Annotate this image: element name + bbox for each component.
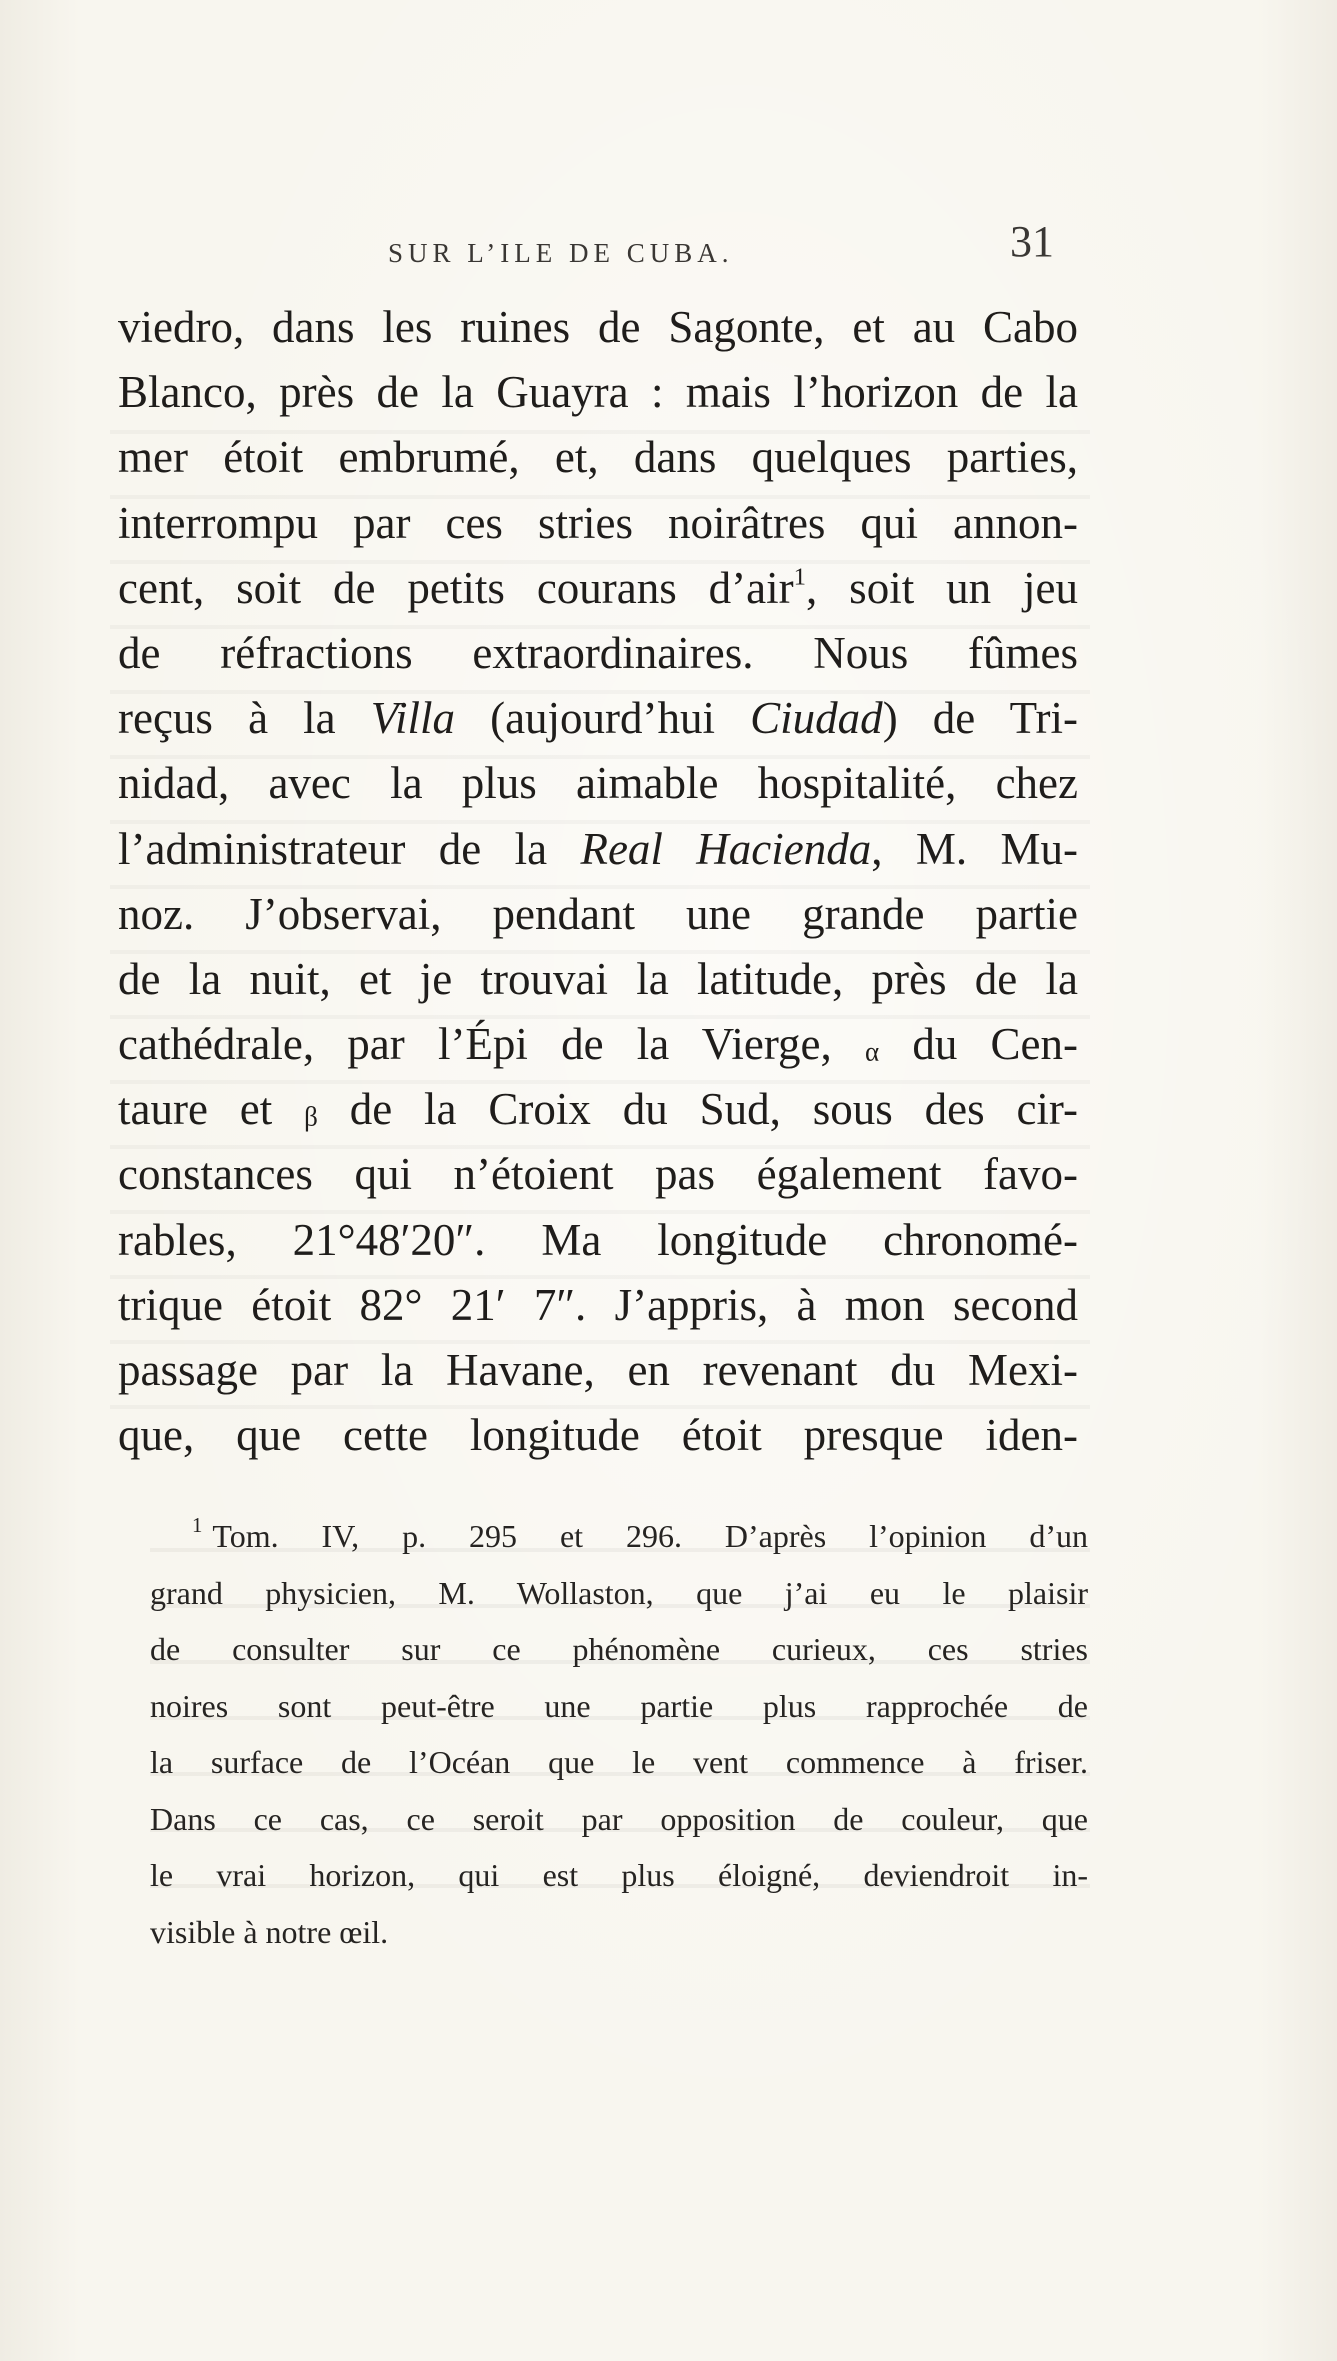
text-line: Blanco, près de la Guayra : mais l’horizon de la: [118, 367, 1078, 418]
footnote-line: $^1$ Tom. IV, p. 295 et 296. D’après l’opinion d’un: [192, 1514, 1088, 1554]
footnote-marker: 1: [192, 1514, 203, 1538]
footnote-line: visible à notre œil.: [150, 1913, 389, 1950]
text-line: que, que cette longitude étoit presque iden-: [118, 1410, 1078, 1461]
footnote: [150, 1508, 1088, 1960]
text-line: viedro, dans les ruines de Sagonte, et au Cabo: [118, 302, 1078, 352]
text-line: de la nuit, et je trouvai la latitude, près de la: [118, 953, 1078, 1004]
text-line: cent, soit de petits courans d’air$^1$, soit un jeu: [118, 562, 1078, 613]
footnote-line: noires sont peut-être une partie plus rapprochée de: [150, 1687, 1088, 1724]
text-line: noz. J’observai, pendant une grande partie: [118, 888, 1078, 939]
text-line: trique étoit 82° 21′ 7″. J’appris, à mon second: [118, 1279, 1078, 1330]
text-line: interrompu par ces stries noirâtres qui annon-: [118, 497, 1078, 548]
footnote-line: la surface de l’Océan que le vent commence à friser.: [150, 1744, 1088, 1780]
text-line: cathédrale, par l’Épi de la Vierge, α du Cen-: [118, 1019, 1078, 1070]
text-line: constances qui n’étoient pas également favo-: [118, 1149, 1078, 1200]
text-line: nidad, avec la plus aimable hospitalité, chez: [118, 758, 1078, 809]
text-line: l’administrateur de la Real Hacienda, M. Mu-: [118, 823, 1078, 874]
text-line: passage par la Havane, en revenant du Mexi-: [118, 1345, 1078, 1395]
footnote-line: de consulter sur ce phénomène curieux, ces stries: [150, 1631, 1088, 1667]
footnote-line: grand physicien, M. Wollaston, que j’ai eu le plaisir: [150, 1574, 1088, 1611]
italic-term: Ciudad: [750, 693, 883, 744]
main-text: [118, 295, 1078, 1468]
footnote-line: le vrai horizon, qui est plus éloigné, deviendroit in-: [150, 1857, 1088, 1893]
greek-letter: α: [864, 1036, 880, 1067]
text-line: taure et β de la Croix du Sud, sous des cir-: [118, 1084, 1078, 1135]
page-number: 31: [1010, 217, 1054, 266]
text-line: reçus à la Villa (aujourd’hui Ciudad) de Tri-: [118, 693, 1078, 744]
text-line: rables, 21°48′20″. Ma longitude chronomé-: [118, 1214, 1078, 1265]
italic-term: Real Hacienda: [580, 823, 872, 874]
greek-letter: β: [304, 1101, 318, 1132]
text-line: de réfractions extraordinaires. Nous fûmes: [118, 627, 1078, 678]
footnote-line: Dans ce cas, ce seroit par opposition de couleur, que: [150, 1800, 1088, 1837]
footnote-reference: 1: [793, 563, 807, 591]
italic-term: Villa: [370, 693, 455, 744]
text-line: mer étoit embrumé, et, dans quelques parties,: [118, 432, 1078, 483]
running-head: SUR L’ILE DE CUBA.: [388, 238, 734, 268]
